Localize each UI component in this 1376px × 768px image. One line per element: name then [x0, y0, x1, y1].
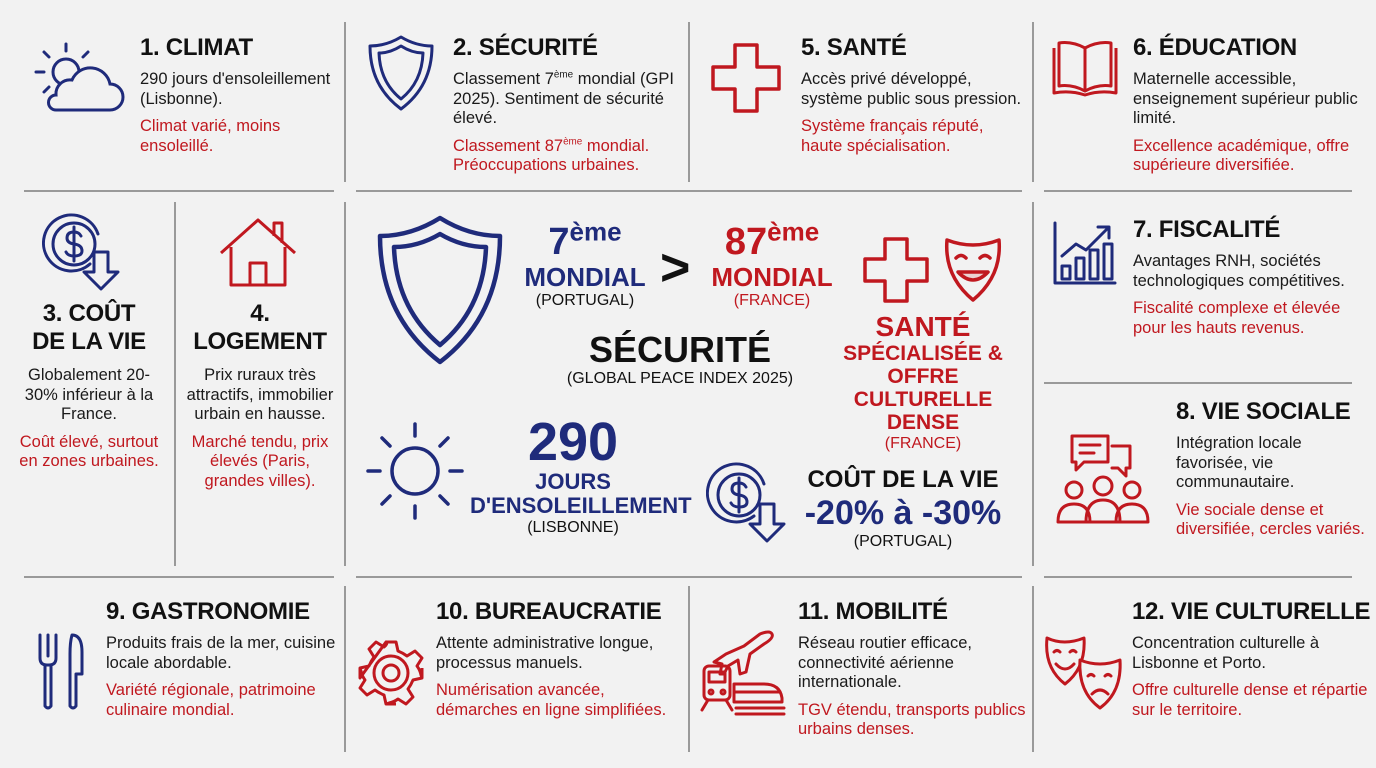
logement-france: Marché tendu, prix élevés (Paris, grandes villes). [191, 432, 329, 490]
center-shield-icon [375, 214, 505, 366]
cell-climat [140, 34, 340, 156]
sante-center [818, 312, 1028, 454]
cell-logement [182, 300, 338, 491]
sun-number: 290 [527, 412, 619, 472]
cout-france: Coût élevé, surtout en zones urbaines. [19, 432, 159, 470]
vie-sociale-title: 8. VIE SOCIALE [1176, 398, 1351, 425]
logement-portugal: Prix ruraux très attractifs, immobilier urbain en hausse. [186, 366, 334, 423]
fiscalite-portugal: Avantages RNH, sociétés technologiques compétitives. [1133, 252, 1345, 290]
cell-fiscalite [1133, 216, 1363, 338]
mobilite-portugal: Réseau routier efficace, connectivité aérienne internationale. [798, 634, 972, 691]
cell-education [1133, 34, 1363, 176]
rank-portugal-label: MONDIAL [524, 262, 646, 292]
bureaucratie-france: Numérisation avancée, démarches en ligne simplifiées. [436, 681, 667, 719]
gear-icon [356, 638, 426, 708]
shield-icon [366, 34, 436, 112]
vie-culturelle-title: 12. VIE CULTURELLE [1132, 598, 1371, 625]
vie-sociale-france: Vie sociale dense et diversifiée, cercles variés. [1176, 500, 1365, 538]
rank-portugal [520, 216, 650, 310]
book-icon [1052, 38, 1118, 98]
sante-center-line-2: OFFRE [887, 365, 959, 388]
gastronomie-portugal: Produits frais de la mer, cuisine locale abordable. [106, 634, 336, 672]
comparison-symbol: > [660, 239, 691, 297]
sun-label-1: JOURS [535, 469, 611, 494]
fiscalite-title: 7. FISCALITÉ [1133, 216, 1281, 243]
vie-culturelle-france: Offre culturelle dense et répartie sur le territoire. [1132, 681, 1368, 719]
vie-culturelle-portugal: Concentration culturelle à Lisbonne et Porto. [1132, 634, 1320, 672]
climat-portugal: 290 jours d'ensoleillement (Lisbonne). [140, 70, 331, 108]
education-france: Excellence académique, offre supérieure diversifiée. [1133, 136, 1350, 174]
cell-cout [14, 300, 164, 472]
sante-center-line-3: CULTURELLE DENSE [853, 388, 993, 434]
fork-knife-icon [36, 632, 86, 712]
sante-center-line-1: SPÉCIALISÉE & [843, 342, 1003, 365]
climat-title: 1. CLIMAT [140, 34, 253, 61]
securite-center [520, 330, 840, 388]
cout-center-country: (PORTUGAL) [853, 533, 953, 550]
cout-center-title: COÛT DE LA VIE [807, 466, 999, 493]
plane-train-icon [700, 628, 786, 716]
rank-france [702, 216, 842, 310]
cout-portugal: Globalement 20-30% inférieur à la France. [24, 366, 154, 423]
rank-france-country: (FRANCE) [733, 292, 811, 309]
people-chat-icon [1054, 432, 1152, 528]
cout-center-value: -20% à -30% [804, 494, 1002, 532]
cell-vie-sociale [1176, 398, 1366, 540]
sante-center-country: (FRANCE) [884, 435, 962, 452]
climat-france: Climat varié, moins ensoleillé. [140, 117, 281, 155]
house-icon [218, 215, 298, 289]
securite-center-title: SÉCURITÉ [588, 329, 772, 370]
sun-city: (LISBONNE) [527, 519, 619, 536]
securite-france: Classement 87ème mondial. Préoccupations urbaines. [453, 136, 650, 174]
rank-france-label: MONDIAL [711, 262, 833, 292]
center-medical-cross-icon [862, 236, 930, 304]
cell-gastronomie [106, 598, 336, 720]
securite-center-source: (GLOBAL PEACE INDEX 2025) [566, 370, 794, 387]
sun-label-2: D'ENSOLEILLEMENT [470, 493, 692, 518]
fiscalite-france: Fiscalité complexe et élevée pour les hauts revenus. [1133, 299, 1341, 337]
cout-title: 3. COÛT DE LA VIE [32, 300, 146, 355]
education-title: 6. ÉDUCATION [1133, 34, 1297, 61]
bureaucratie-portugal: Attente administrative longue, processus manuels. [436, 634, 654, 672]
sun-cloud-icon [30, 40, 126, 118]
dollar-down-icon [42, 212, 124, 292]
securite-portugal: Classement 7ème mondial (GPI 2025). Sentiment de sécurité élevé. [453, 69, 674, 127]
mobilite-france: TGV étendu, transports publics urbains denses. [798, 700, 1026, 738]
rank-portugal-number: 7ème [548, 216, 622, 263]
vie-sociale-portugal: Intégration locale favorisée, vie communautaire. [1176, 434, 1302, 491]
sun-stat [470, 412, 692, 538]
education-portugal: Maternelle accessible, enseignement supérieur public limité. [1133, 70, 1358, 127]
bar-chart-up-icon [1052, 220, 1118, 286]
sante-title: 5. SANTÉ [801, 34, 907, 61]
mobilite-title: 11. MOBILITÉ [798, 598, 948, 625]
sante-france: Système français réputé, haute spécialisation. [801, 117, 984, 155]
theater-masks-icon [1044, 632, 1124, 712]
cout-center [796, 466, 1010, 552]
cell-mobilite [798, 598, 1028, 740]
sante-portugal: Accès privé développé, système public sous pression. [801, 70, 1022, 108]
cell-bureaucratie [436, 598, 676, 720]
sante-center-title: SANTÉ [875, 311, 971, 342]
logement-title: 4. LOGEMENT [193, 300, 327, 355]
center-sun-icon [364, 420, 466, 522]
gastronomie-france: Variété régionale, patrimoine culinaire mondial. [106, 681, 316, 719]
bureaucratie-title: 10. BUREAUCRATIE [436, 598, 662, 625]
center-dollar-down-icon [706, 462, 792, 544]
rank-france-number: 87ème [724, 216, 820, 263]
cell-securite [453, 34, 683, 176]
cell-vie-culturelle [1132, 598, 1372, 720]
medical-cross-icon [710, 42, 782, 114]
securite-title: 2. SÉCURITÉ [453, 34, 598, 61]
theater-mask-icon [942, 234, 1004, 304]
rank-portugal-country: (PORTUGAL) [535, 292, 635, 309]
cell-sante [801, 34, 1026, 156]
gastronomie-title: 9. GASTRONOMIE [106, 598, 310, 625]
